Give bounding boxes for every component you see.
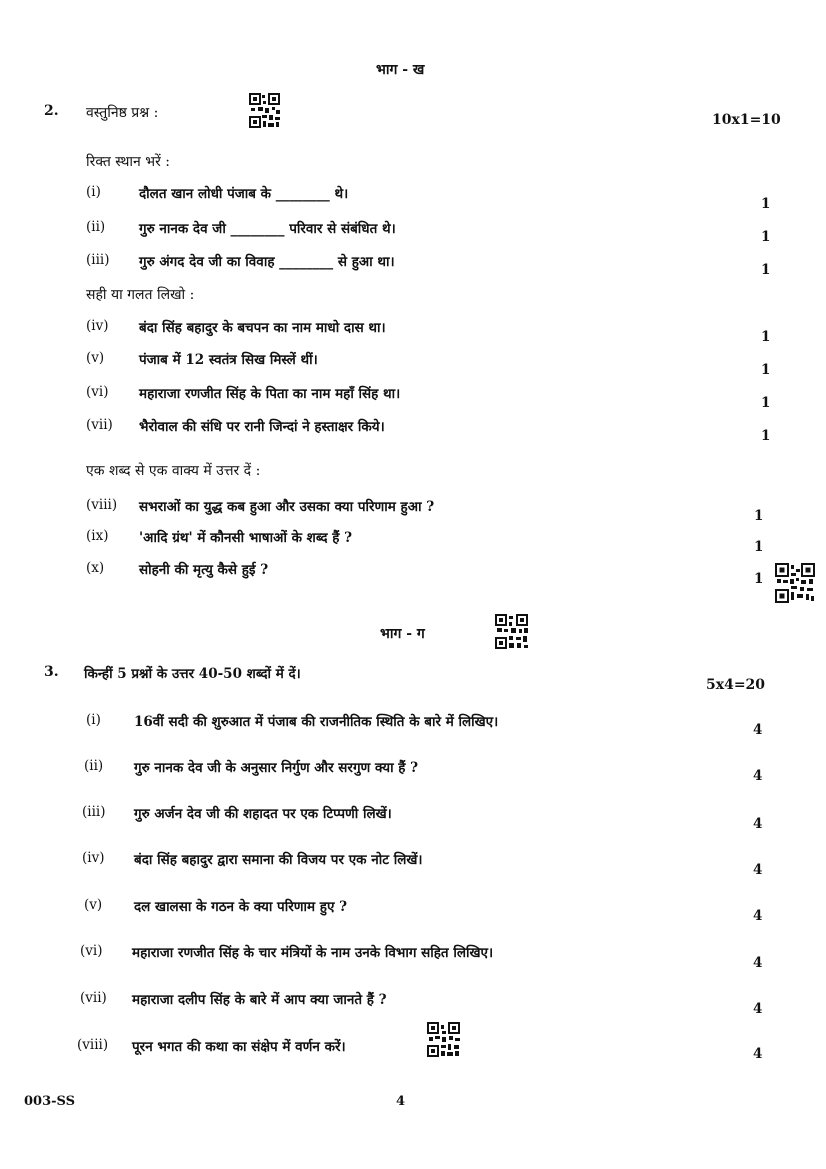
- question-2-number: 2.: [44, 103, 59, 119]
- q2-item-text: भैरोवाल की संधि पर रानी जिन्दां ने हस्ताक्षर किये।: [139, 419, 385, 435]
- q3-item-mark: 4: [753, 1001, 763, 1017]
- q3-item-mark: 4: [753, 908, 763, 924]
- q3-item-roman: (iv): [82, 850, 105, 866]
- q2-item-text: दौलत खान लोधी पंजाब के ________ थे।: [139, 186, 349, 202]
- q2-item-mark: 1: [754, 508, 764, 524]
- q2-item-text: बंदा सिंह बहादुर के बचपन का नाम माधो दास था।: [139, 320, 386, 336]
- q2-item-mark: 1: [761, 229, 771, 245]
- q3-item-text: पूरन भगत की कथा का संक्षेप में वर्णन करें।: [132, 1039, 346, 1055]
- q3-item-roman: (iii): [82, 804, 106, 820]
- q3-item-mark: 4: [753, 722, 763, 738]
- q3-item-mark: 4: [753, 816, 763, 832]
- q2-item-mark: 1: [761, 196, 771, 212]
- q2-item-roman: (ix): [86, 528, 109, 544]
- q2-item-mark: 1: [761, 428, 771, 444]
- q2-item-mark: 1: [761, 262, 771, 278]
- question-3-title: किन्हीं 5 प्रश्नों के उत्तर 40-50 शब्दों में दें।: [84, 666, 301, 682]
- qr-code-icon: [427, 1022, 461, 1058]
- q3-item-roman: (ii): [84, 758, 104, 774]
- q2-item-roman: (x): [86, 560, 105, 576]
- section-heading-kha: भाग - ख: [376, 62, 425, 78]
- q2-item-text: पंजाब में 12 स्वतंत्र सिख मिस्लें थीं।: [139, 352, 318, 368]
- q3-item-mark: 4: [753, 1046, 763, 1062]
- q2-item-text: सभराओं का युद्ध कब हुआ और उसका क्या परिणाम हुआ ?: [139, 499, 435, 515]
- q2-item-roman: (viii): [86, 497, 118, 513]
- q3-item-mark: 4: [753, 955, 763, 971]
- q2-item-roman: (vi): [86, 384, 109, 400]
- q2-item-roman: (i): [86, 184, 101, 200]
- q2-item-mark: 1: [761, 362, 771, 378]
- q2-item-mark: 1: [754, 571, 764, 587]
- q2-item-text: गुरु नानक देव जी ________ परिवार से संबंधित थे।: [139, 221, 396, 237]
- q3-item-text: दल खालसा के गठन के क्या परिणाम हुए ?: [134, 899, 348, 915]
- question-3-number: 3.: [44, 664, 59, 680]
- true-false-heading: सही या गलत लिखो :: [86, 287, 195, 303]
- qr-code-icon: [249, 93, 281, 129]
- qr-code-icon: [775, 563, 815, 603]
- q3-item-text: गुरु नानक देव जी के अनुसार निर्गुण और सरगुण क्या हैं ?: [134, 760, 419, 776]
- qr-code-icon: [495, 614, 529, 650]
- q3-item-text: 16वीं सदी की शुरुआत में पंजाब की राजनीतिक स्थिति के बारे में लिखिए।: [134, 714, 499, 730]
- q2-item-mark: 1: [761, 329, 771, 345]
- q2-item-text: गुरु अंगद देव जी का विवाह ________ से हुआ था।: [139, 254, 395, 270]
- q2-item-mark: 1: [761, 395, 771, 411]
- q2-item-roman: (vii): [86, 417, 113, 433]
- section-heading-ga: भाग - ग: [380, 626, 425, 642]
- question-2-marks: 10x1=10: [712, 112, 781, 128]
- q2-item-text: 'आदि ग्रंथ' में कौनसी भाषाओं के शब्द हैं ?: [139, 530, 352, 546]
- q3-item-roman: (vii): [80, 990, 107, 1006]
- question-2-title: वस्तुनिष्ठ प्रश्न :: [86, 105, 159, 121]
- paper-code: 003-SS: [24, 1094, 76, 1109]
- q3-item-text: बंदा सिंह बहादुर द्वारा समाना की विजय पर एक नोट लिखें।: [134, 852, 423, 868]
- q2-item-mark: 1: [754, 539, 764, 555]
- q2-item-roman: (iii): [86, 252, 110, 268]
- q3-item-text: महाराजा रणजीत सिंह के चार मंत्रियों के नाम उनके विभाग सहित लिखिए।: [132, 945, 494, 961]
- question-3-marks: 5x4=20: [706, 677, 766, 693]
- q2-item-roman: (ii): [86, 219, 106, 235]
- q2-item-roman: (iv): [86, 318, 109, 334]
- q3-item-roman: (vi): [80, 943, 103, 959]
- q3-item-roman: (viii): [77, 1037, 109, 1053]
- q3-item-text: गुरु अर्जन देव जी की शहादत पर एक टिप्पणी लिखें।: [134, 806, 392, 822]
- fill-blanks-heading: रिक्त स्थान भरें :: [86, 154, 170, 170]
- one-word-heading: एक शब्द से एक वाक्य में उत्तर दें :: [86, 463, 261, 479]
- q3-item-text: महाराजा दलीप सिंह के बारे में आप क्या जानते हैं ?: [132, 992, 387, 1008]
- page-number: 4: [396, 1094, 406, 1109]
- q2-item-roman: (v): [86, 350, 105, 366]
- q2-item-text: सोहनी की मृत्यु कैसे हुई ?: [139, 562, 269, 578]
- q3-item-mark: 4: [753, 768, 763, 784]
- q3-item-roman: (v): [84, 897, 103, 913]
- q2-item-text: महाराजा रणजीत सिंह के पिता का नाम महाँ सिंह था।: [139, 386, 401, 402]
- q3-item-mark: 4: [753, 862, 763, 878]
- q3-item-roman: (i): [86, 712, 101, 728]
